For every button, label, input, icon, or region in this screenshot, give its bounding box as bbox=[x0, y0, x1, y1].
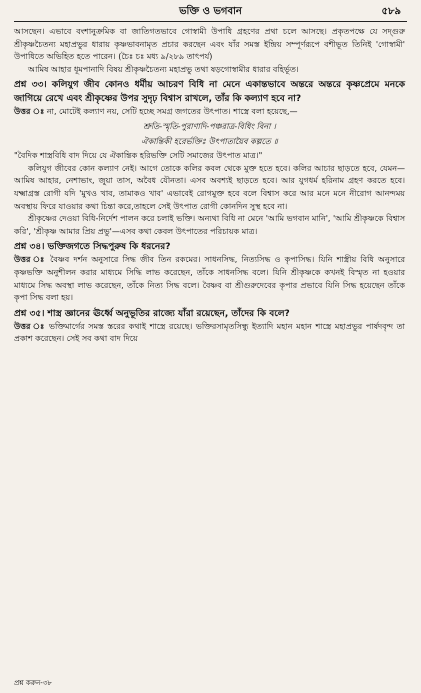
sanskrit-verse-line-2: ঐকান্তিকী হরের্ভক্তিঃ উৎপাতায়ৈব কল্পতে ॥ bbox=[141, 136, 278, 146]
question-35: প্রশ্ন ৩৫। শাস্ত্র জ্ঞানের ঊর্ধ্বে অনুভূতির রাজ্যে যাঁরা রয়েছেন, তাঁদের কি বলে? bbox=[14, 308, 290, 319]
verse-translation: "বৈদিক শাস্ত্রবিধি বাদ দিয়ে যে ঐকান্তিক হরিভক্তি সেটি সমাজের উৎপাত মাত্র।" bbox=[14, 151, 263, 161]
answer-33 bbox=[14, 106, 405, 119]
paragraph: কলিযুগ জীবের কোন কল্যাণ নেই। আগে তোকে কলির কবল থেকে মুক্ত হতে হবে। কলির আচার ছাড়তে হবে, যেমন—আমিষ আহার, নেশাভাং, জুয়া তাস, অবৈধ যৌনতা। এসব অবশ্যই ছাড়তে হবে। আর যুগধর্ম হরিনাম গ্রহণ করতে হবে। যক্ষ্মাগ্রস্ত রোগী যদি 'মুখও খাব, তামাকও খাব' এভাবেই রোগমুক্ত হবে বলে বিশ্বাস করে আর মনে মনে নীরোগ আনন্দময় অবস্থায় ফিরে যাওয়ার কথা চিন্তা করে,তাহলে সেই উৎপাত রোগী কোনদিন সুস্থ হবে না। bbox=[14, 163, 405, 211]
header-rule bbox=[14, 21, 407, 22]
answer-35 bbox=[14, 321, 405, 346]
running-title: ভক্তি ও ভগবান bbox=[179, 6, 242, 17]
page-body bbox=[14, 26, 405, 346]
answer-text: বৈষ্ণব দর্শন অনুসারে সিদ্ধ জীব তিন রকমের। সাধনসিদ্ধ, নিত্যসিদ্ধ ও কৃপাসিদ্ধ। যিনি শাস্ত্রীয় বিধি অনুসারে কৃষ্ণভক্তি অনুশীলন করার মাধ্যমে সিদ্ধি লাভ করেছেন, তাঁকে সাধনসিদ্ধ বলে। যিনি শ্রীকৃষ্ণকে কখনই বিস্মৃত না হওয়ার মাধ্যমে সিদ্ধ অবস্থা লাভ করেছেন, তাঁকে নিত্য সিদ্ধ বলে। বৈষ্ণব বা শ্রীগুরুদেবের কৃপার প্রভাবে যিনি সিদ্ধ হয়েছেন তাঁকে কৃপা সিদ্ধ বলা হয়। bbox=[14, 255, 405, 303]
sanskrit-verse-line-1: শ্রুতি-স্মৃতি-পুরাণাদি-পঞ্চরাত্র-বিধিং বিনা । bbox=[143, 121, 276, 131]
answer-label: উত্তর ঃ bbox=[14, 321, 46, 331]
answer-34 bbox=[14, 254, 405, 304]
page-number: ৫৮৯ bbox=[381, 6, 401, 17]
answer-label: উত্তর ঃ bbox=[14, 255, 46, 265]
paragraph: শ্রীকৃষ্ণের দেওয়া বিধি-নির্দেশ পালন করে চলাই ভক্তি। অন্যথা বিধি না মেনে 'আমি ভগবান মানি', 'আমি শ্রীকৃষ্ণকে বিশ্বাস করি', 'শ্রীকৃষ্ণ আমার প্রিয় প্রভু'—এসব কথা কেবল উৎপাতের পরিচায়ক মাত্র। bbox=[14, 214, 405, 236]
answer-text: ভক্তিমার্গের সমস্ত স্তরের কথাই শাস্ত্রে রয়েছে। ভক্তিরসামৃতসিন্ধু ইত্যাদি মহান মহান শাস্ত্রে মহাপ্রভুর পার্ষদবৃন্দ তা প্রকাশ করেছেন। সেই সব কথা বাদ দিয়ে bbox=[14, 321, 406, 344]
answer-text: না, মোটেই কল্যাণ নয়, সেটি হচ্ছে সমগ্র জগতের উৎপাত। শাস্ত্রে বলা হয়েছে,— bbox=[46, 107, 298, 117]
page-footer: প্রশ্ন করুন-৩৮ bbox=[14, 679, 52, 687]
answer-label: উত্তর ঃ bbox=[14, 107, 45, 117]
paragraph: আসছেন। এভাবে বংশানুক্রমিক বা জাতিগতভাবে গোস্বামী উপাধি গ্রহণের প্রথা চলে আসছে। প্রকৃতপক্ষে যে সদ্গুরু শ্রীকৃষ্ণচৈতন্য মহাপ্রভুর ধারায় কৃষ্ণভাবনামৃত প্রচার করছেন এবং যাঁর সমস্ত ইন্দ্রিয় সম্পূর্ণরূপে বশীভূত তিনিই 'গোস্বামী' উপাধিতে অভিহিত হতে পারেন। (চৈঃ চঃ মধ্য ৯/২৮৯ তাৎপর্য) bbox=[14, 27, 405, 62]
paragraph: আমিষ আহার ধূমপানাদি বিষয় শ্রীকৃষ্ণচৈতন্য মহাপ্রভু তথা ষড়গোস্বামীর ধারার বহির্ভূত। bbox=[28, 64, 299, 74]
question-34: প্রশ্ন ৩৪। ভক্তিজগতে সিদ্ধপুরুষ কি ধরনের? bbox=[14, 242, 171, 253]
page-header bbox=[14, 4, 407, 20]
question-33: প্রশ্ন ৩৩। কলিযুগ জীব কোনও ধর্মীয় আচরণ বিধি না মেনে একান্তভাবে অন্তরে অন্তরে কৃষ্ণপ্রেমে মনকে জাগিয়ে রেখে এবং শ্রীকৃষ্ণের উপর সুদৃঢ় বিশ্বাস রাখলে, তাঁর কি কল্যাণ হবে না? bbox=[14, 80, 405, 105]
